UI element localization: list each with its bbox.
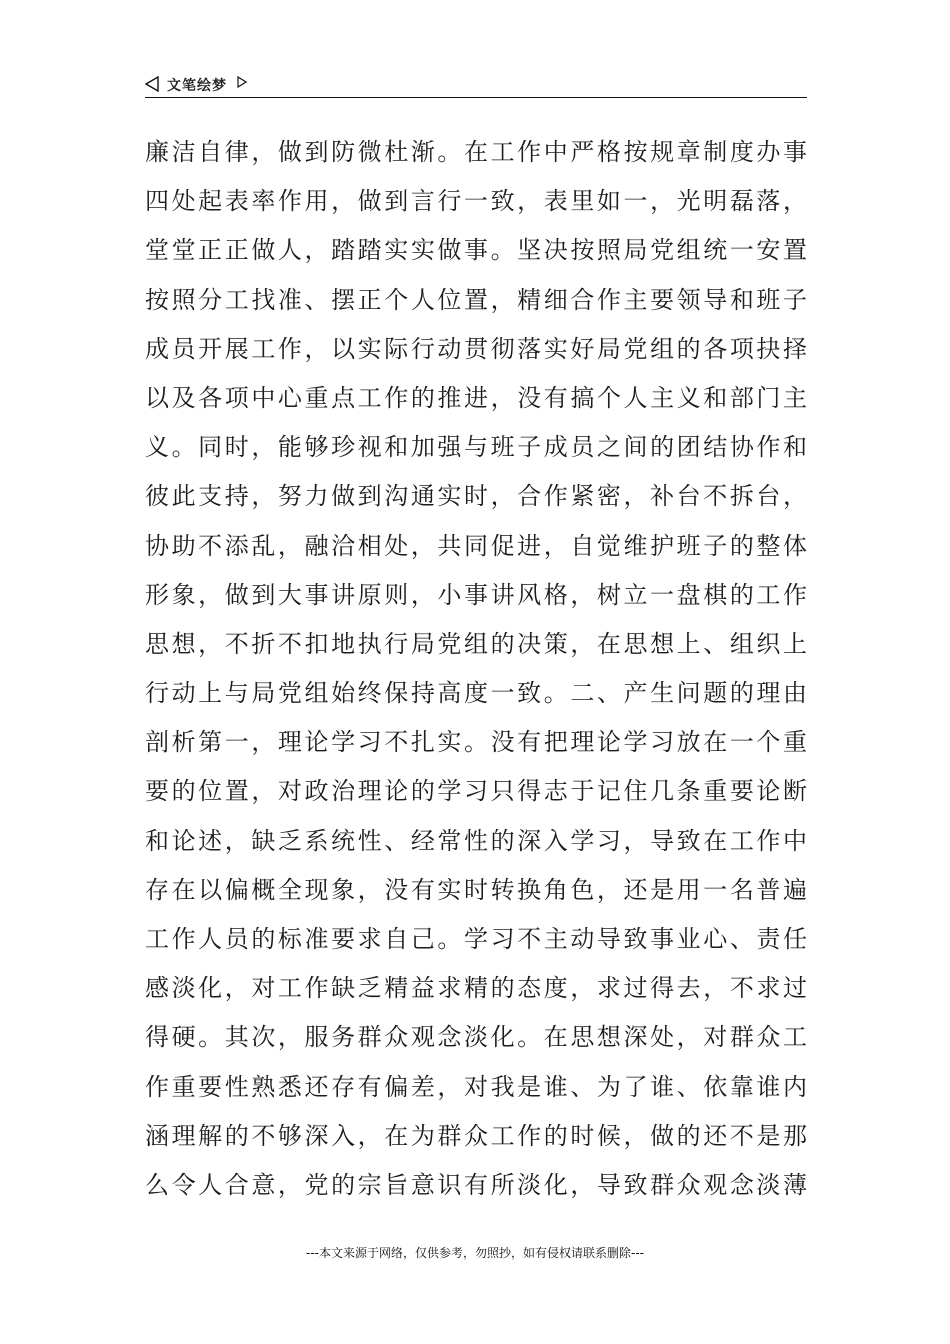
text-line: 存在以偏概全现象，没有实时转换角色，还是用一名普遍: [145, 875, 807, 904]
footer-disclaimer: ---本文来源于网络，仅供参考，勿照抄，如有侵权请联系删除---: [306, 1246, 644, 1260]
brand-label: 文笔绘梦: [167, 78, 227, 94]
text-line: 得硬。其次，服务群众观念淡化。在思想深处，对群众工: [145, 1023, 807, 1052]
header-divider: [145, 97, 807, 98]
text-line: 义。同时，能够珍视和加强与班子成员之间的团结协作和: [145, 433, 807, 462]
text-line: 思想，不折不扣地执行局党组的决策，在思想上、组织上: [145, 629, 807, 658]
text-line: 么令人合意，党的宗旨意识有所淡化，导致群众观念淡薄: [145, 1170, 807, 1199]
text-line: 工作人员的标准要求自己。学习不主动导致事业心、责任: [145, 925, 807, 953]
right-triangle-icon: [237, 76, 247, 88]
text-line: 四处起表率作用，做到言行一致，表里如一，光明磊落，: [145, 187, 807, 216]
text-line: 堂堂正正做人，踏踏实实做事。坚决按照局党组统一安置: [145, 236, 807, 265]
page-header: [145, 72, 807, 98]
text-line: 行动上与局党组始终保持高度一致。二、产生问题的理由: [145, 679, 807, 708]
text-line: 彼此支持，努力做到沟通实时，合作紧密，补台不拆台，: [145, 482, 807, 511]
text-line: 剖析第一，理论学习不扎实。没有把理论学习放在一个重: [145, 728, 807, 757]
left-triangle-icon: [145, 76, 159, 92]
text-line: 形象，做到大事讲原则，小事讲风格，树立一盘棋的工作: [145, 580, 807, 609]
text-line: 以及各项中心重点工作的推进，没有搞个人主义和部门主: [145, 383, 807, 412]
text-line: 涵理解的不够深入，在为群众工作的时候，做的还不是那: [145, 1121, 807, 1150]
text-line: 和论述，缺乏系统性、经常性的深入学习，导致在工作中: [145, 826, 807, 855]
text-line: 廉洁自律，做到防微杜渐。在工作中严格按规章制度办事: [145, 138, 807, 166]
text-line: 作重要性熟悉还存有偏差，对我是谁、为了谁、依靠谁内: [145, 1072, 807, 1101]
text-line: 协助不添乱，融洽相处，共同促进，自觉维护班子的整体: [145, 531, 807, 560]
text-line: 按照分工找准、摆正个人位置，精细合作主要领导和班子: [145, 285, 807, 314]
text-line: 感淡化，对工作缺乏精益求精的态度，求过得去，不求过: [145, 974, 807, 1003]
text-line: 要的位置，对政治理论的学习只得志于记住几条重要论断: [145, 777, 807, 806]
document-body: [145, 128, 807, 1210]
text-line: 成员开展工作，以实际行动贯彻落实好局党组的各项抉择: [145, 334, 807, 363]
